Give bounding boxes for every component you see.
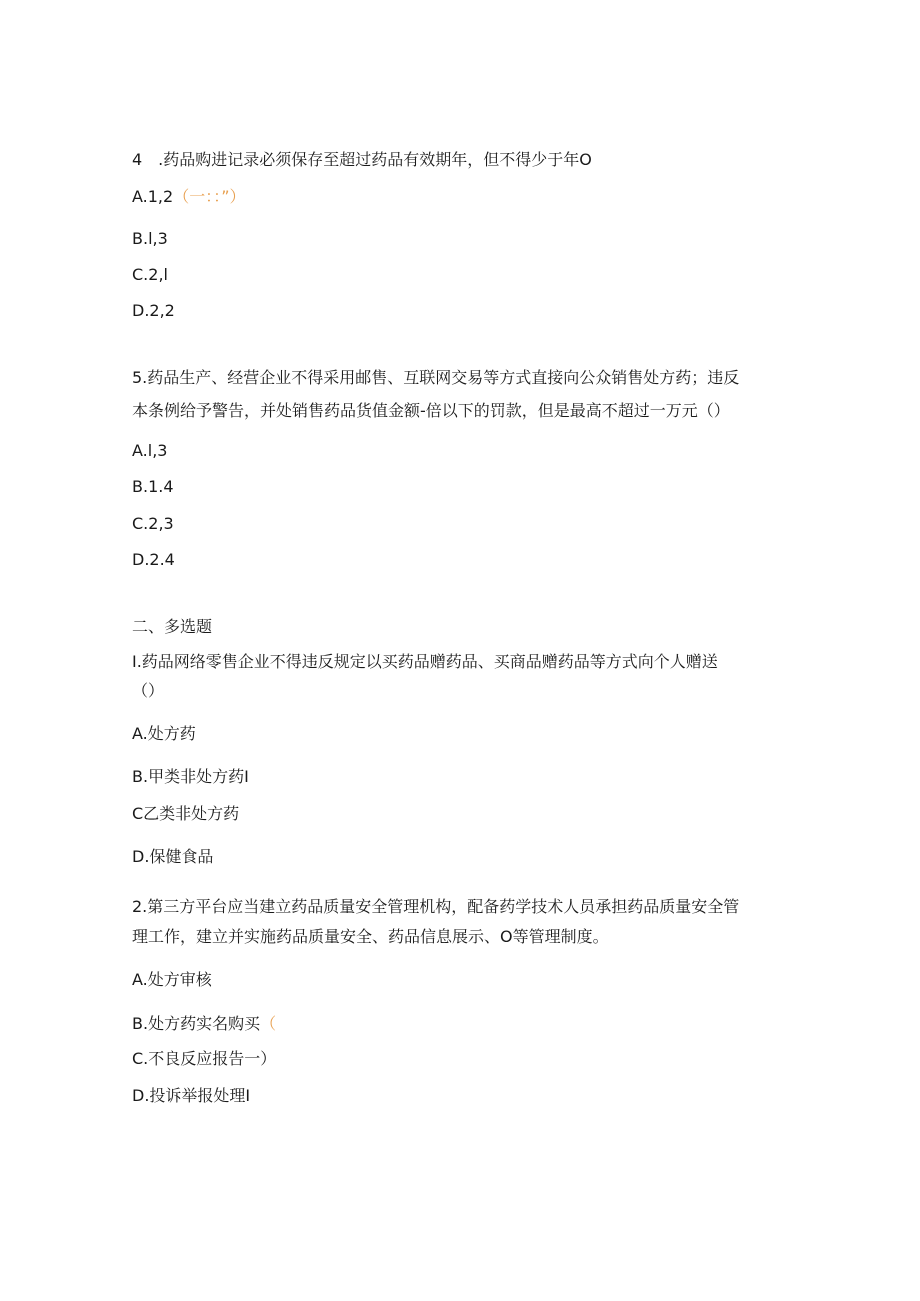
- multi-question-2-stem-line2: 理工作，建立并实施药品质量安全、药品信息展示、O等管理制度。: [132, 927, 609, 946]
- question-4-option-d: D.2,2: [132, 301, 175, 320]
- question-4-option-c: C.2,l: [132, 265, 168, 284]
- option-a-mark: （一：：”）: [173, 187, 246, 206]
- question-4-option-b: B.l,3: [132, 229, 168, 248]
- question-5-option-a: A.l,3: [132, 441, 168, 460]
- section-heading-multi-choice: 二、多选题: [132, 617, 213, 636]
- multi-question-2-option-d: D.投诉举报处理I: [132, 1086, 251, 1105]
- option-a-text: A.1,2: [132, 187, 174, 206]
- multi-question-2-option-a: A.处方审核: [132, 970, 212, 989]
- question-5-stem-line2: 本条例给予警告，并处销售药品货值金额-倍以下的罚款，但是最高不超过一万元（）: [132, 401, 730, 420]
- question-5-option-c: C.2,3: [132, 514, 174, 533]
- question-4-stem: 4 .药品购进记录必须保存至超过药品有效期年，但不得少于年O: [132, 150, 592, 169]
- multi-question-2-stem-line1: 2.第三方平台应当建立药品质量安全管理机构，配备药学技术人员承担药品质量安全管: [132, 897, 740, 916]
- multi-question-1-option-c: C乙类非处方药: [132, 804, 240, 823]
- multi-question-1-option-b: B.甲类非处方药I: [132, 767, 249, 786]
- question-4-option-a: [132, 186, 246, 208]
- multi-question-2-option-b: [132, 1013, 276, 1035]
- multi-question-2-option-c: C.不良反应报告一）: [132, 1049, 277, 1068]
- multi-question-1-stem-line2: （）: [132, 681, 165, 700]
- multi-question-1-stem-line1: I.药品网络零售企业不得违反规定以买药品赠药品、买商品赠药品等方式向个人赠送: [132, 652, 718, 671]
- multi-question-1-option-a: A.处方药: [132, 724, 196, 743]
- option-b-mark: （: [260, 1014, 277, 1033]
- question-5-stem-line1: 5.药品生产、经营企业不得采用邮售、互联网交易等方式直接向公众销售处方药；违反: [132, 368, 740, 387]
- question-5-option-b: B.1.4: [132, 477, 174, 496]
- question-5-option-d: D.2.4: [132, 550, 175, 569]
- option-b-text: B.处方药实名购买: [132, 1014, 261, 1033]
- multi-question-1-option-d: D.保健食品: [132, 847, 214, 866]
